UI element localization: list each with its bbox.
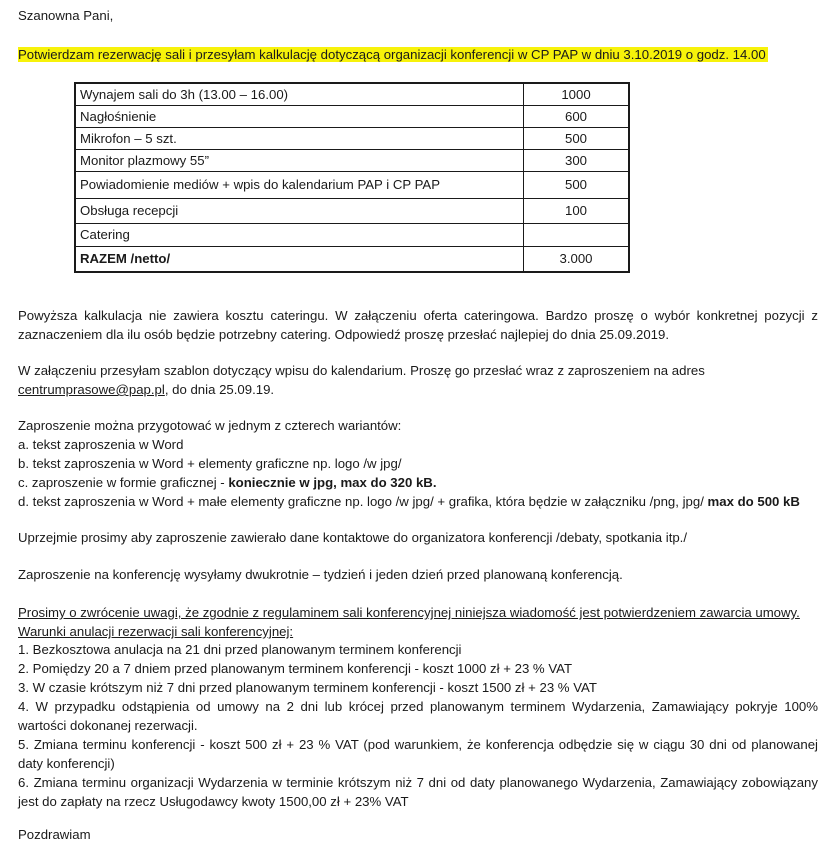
row-label: Wynajem sali do 3h (13.00 – 16.00) bbox=[75, 83, 524, 106]
table-row bbox=[75, 106, 629, 128]
cancel-item-2: 2. Pomiędzy 20 a 7 dniem przed planowanym terminem konferencji - koszt 1000 zł + 23 % VAT bbox=[18, 661, 573, 676]
para-contact: Uprzejmie prosimy aby zaproszenie zawierało dane kontaktowe do organizatora konferencji /debaty, spotkania itp./ bbox=[18, 530, 688, 545]
confirmation-highlight: Potwierdzam rezerwację sali i przesyłam kalkulację dotyczącą organizacji konferencji w CP PAP w dniu 3.10.2019 o godz. 14.00 bbox=[18, 47, 766, 62]
invitation-option-d bbox=[18, 492, 800, 511]
invitation-option-b: b. tekst zaproszenia w Word + elementy graficzne np. logo /w jpg/ bbox=[18, 456, 402, 471]
para-template-rest: , do dnia 25.09.19. bbox=[164, 382, 275, 397]
invitation-intro: Zaproszenie można przygotować w jednym z czterech wariantów: bbox=[18, 418, 402, 433]
notice-line: Prosimy o zwrócenie uwagi, że zgodnie z regulaminem sali konferencyjnej niniejsza wiadomość jest potwierdzeniem zawarcia umowy. bbox=[18, 605, 800, 620]
para-sending: Zaproszenie na konferencję wysyłamy dwukrotnie – tydzień i jeden dzień przed planowaną konferencją. bbox=[18, 567, 623, 582]
option-d-bold: max do 500 kB bbox=[707, 494, 800, 509]
email-link[interactable]: centrumprasowe@pap.pl bbox=[18, 382, 165, 397]
para-template-line2 bbox=[18, 380, 274, 399]
row-label: Catering bbox=[75, 224, 524, 247]
table-row bbox=[75, 150, 629, 172]
option-c-bold: koniecznie w jpg, max do 320 kB. bbox=[228, 475, 437, 490]
row-value: 300 bbox=[524, 150, 630, 172]
row-value: 1000 bbox=[524, 83, 630, 106]
cancel-item-1: 1. Bezkosztowa anulacja na 21 dni przed planowanym terminem konferencji bbox=[18, 642, 462, 657]
invitation-option-a: a. tekst zaproszenia w Word bbox=[18, 437, 184, 452]
closing: Pozdrawiam bbox=[18, 827, 91, 842]
row-label: Nagłośnienie bbox=[75, 106, 524, 128]
row-value: 500 bbox=[524, 172, 630, 199]
cancel-item-4: 4. W przypadku odstąpienia od umowy na 2 dni lub krócej przed planowanym terminem Wydarzenia, Zamawiający pokryje 100% wartości dokonanej rezerwacji. bbox=[18, 699, 818, 733]
total-value: 3.000 bbox=[524, 247, 630, 273]
row-label: Monitor plazmowy 55” bbox=[75, 150, 524, 172]
option-d-text: d. tekst zaproszenia w Word + małe elementy graficzne np. logo /w jpg/ + grafika, która będzie w załączniku /png, jpg/ bbox=[18, 494, 708, 509]
option-c-text: c. zaproszenie w formie graficznej - bbox=[18, 475, 229, 490]
table-row bbox=[75, 224, 629, 247]
table-row-total bbox=[75, 247, 629, 273]
row-label: Mikrofon – 5 szt. bbox=[75, 128, 524, 150]
table-row bbox=[75, 128, 629, 150]
total-label: RAZEM /netto/ bbox=[75, 247, 524, 273]
invitation-option-c bbox=[18, 473, 436, 492]
row-value: 100 bbox=[524, 199, 630, 224]
para-catering: Powyższa kalkulacja nie zawiera kosztu cateringu. W załączeniu oferta cateringowa. Bardzo proszę o wybór konkretnej pozycji z zaznaczeniem dla ilu osób będzie potrzebny catering. Odpowiedź proszę przesłać najlepiej do dnia 25.09.2019. bbox=[18, 308, 818, 342]
table-row bbox=[75, 172, 629, 199]
greeting: Szanowna Pani, bbox=[18, 8, 114, 23]
table-row bbox=[75, 83, 629, 106]
row-value: 600 bbox=[524, 106, 630, 128]
row-value bbox=[524, 224, 630, 247]
cancel-item-6: 6. Zmiana terminu organizacji Wydarzenia w terminie krótszym niż 7 dni od daty planowanego Wydarzenia, Zamawiający zobowiązany jest do zapłaty na rzecz Usługodawcy kwoty 1500,00 zł + 23% VAT bbox=[18, 775, 818, 809]
table-row bbox=[75, 199, 629, 224]
row-value: 500 bbox=[524, 128, 630, 150]
confirmation-line bbox=[18, 45, 768, 64]
para-template-line1: W załączeniu przesyłam szablon dotyczący wpisu do kalendarium. Proszę go przesłać wraz z zaproszeniem na adres bbox=[18, 363, 705, 378]
row-label: Obsługa recepcji bbox=[75, 199, 524, 224]
cancel-title: Warunki anulacji rezerwacji sali konferencyjnej: bbox=[18, 624, 294, 639]
cost-table bbox=[74, 82, 630, 273]
row-label: Powiadomienie mediów + wpis do kalendarium PAP i CP PAP bbox=[75, 172, 524, 199]
cancel-item-5: 5. Zmiana terminu konferencji - koszt 500 zł + 23 % VAT (pod warunkiem, że konferencja odbędzie się w ciągu 30 dni od planowanej daty konferencji) bbox=[18, 737, 818, 771]
cancel-item-3: 3. W czasie krótszym niż 7 dni przed planowanym terminem konferencji - koszt 1500 zł + 23 % VAT bbox=[18, 680, 597, 695]
